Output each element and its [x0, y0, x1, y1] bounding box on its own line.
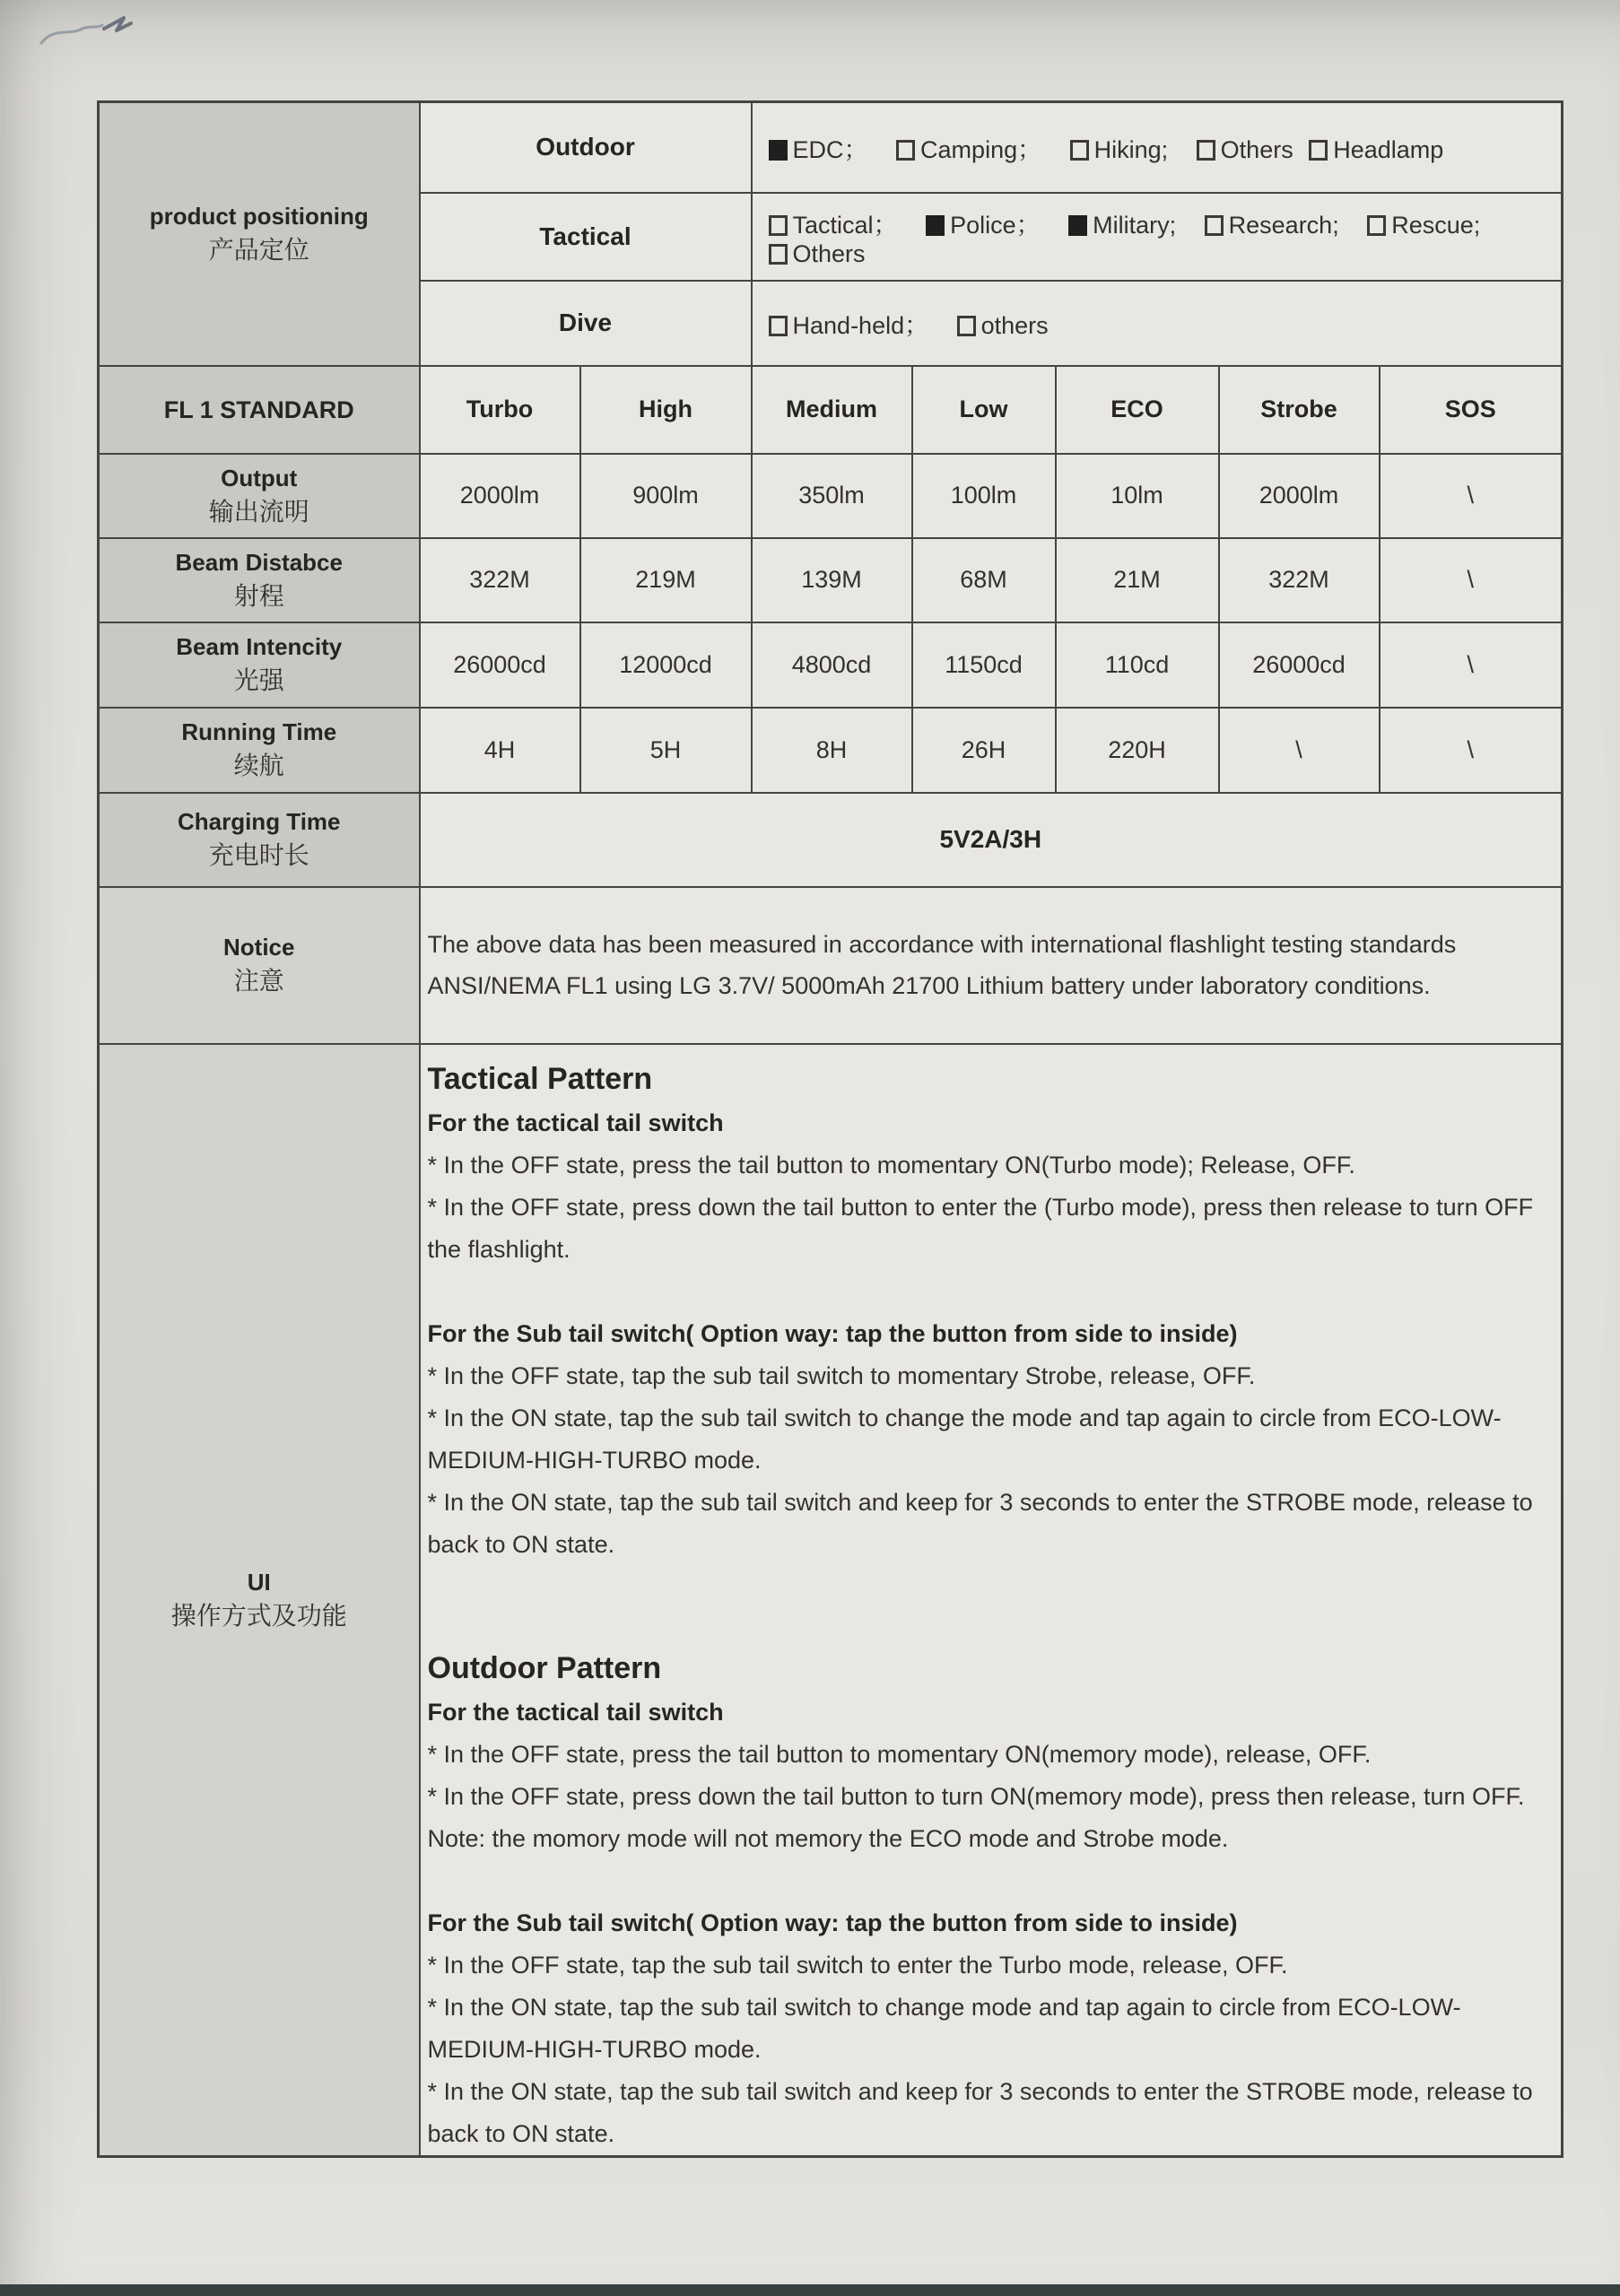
row-beam-distance — [99, 538, 1563, 622]
distance-medium: 139M — [752, 538, 912, 622]
category-tactical: Tactical — [420, 193, 752, 281]
output-high: 900lm — [580, 454, 752, 538]
charging-time-label-cell — [99, 793, 420, 887]
instruction-line: * In the ON state, tap the sub tail switch and keep for 3 seconds to enter the STROBE mode, release to back to ON state. — [427, 1488, 1533, 1558]
checkbox-icon — [1070, 140, 1089, 161]
row-running-time — [99, 708, 1563, 793]
option-handheld — [769, 306, 929, 341]
checkbox-icon — [769, 215, 788, 236]
row-notice — [99, 887, 1563, 1044]
checkbox-icon — [769, 244, 788, 265]
pen-scribble-mark — [38, 9, 163, 54]
row-beam-intensity — [99, 622, 1563, 708]
option-rescue — [1367, 212, 1480, 239]
instruction-line: * In the OFF state, press the tail button to momentary ON(memory mode), release, OFF. — [427, 1740, 1372, 1768]
output-medium: 350lm — [752, 454, 912, 538]
ui-label-cell — [99, 1044, 420, 2157]
intensity-eco: 110cd — [1056, 622, 1219, 708]
checkbox-label: Others — [792, 239, 866, 267]
beam-intensity-label-cell — [99, 622, 420, 708]
distance-high: 219M — [580, 538, 752, 622]
row-charging-time — [99, 793, 1563, 887]
distance-eco: 21M — [1056, 538, 1219, 622]
checkbox-icon — [1205, 215, 1224, 236]
checkbox-icon — [957, 316, 976, 336]
distance-low: 68M — [912, 538, 1056, 622]
option-headlamp — [1309, 136, 1443, 164]
checkbox-icon — [769, 316, 788, 336]
checkbox-label: Camping； — [920, 135, 1042, 163]
runtime-turbo: 4H — [420, 708, 580, 793]
scan-bottom-edge — [0, 2284, 1620, 2296]
category-dive: Dive — [420, 281, 752, 366]
running-time-label-cell — [99, 708, 420, 793]
instruction-line: * In the OFF state, press the tail button to momentary ON(Turbo mode); Release, OFF. — [427, 1151, 1355, 1178]
fl1-standard-label: FL 1 STANDARD — [163, 396, 354, 423]
checkbox-icon — [1197, 140, 1215, 161]
checkbox-label: Others — [1220, 135, 1293, 163]
category-outdoor: Outdoor — [420, 102, 752, 193]
output-label-cell — [99, 454, 420, 538]
options-tactical — [752, 193, 1563, 281]
tactical-tail-switch-subheading: For the tactical tail switch — [427, 1698, 724, 1726]
mode-low: Low — [912, 366, 1056, 454]
runtime-strobe: \ — [1219, 708, 1380, 793]
fl1-standard-cell — [99, 366, 420, 454]
output-turbo: 2000lm — [420, 454, 580, 538]
checkbox-icon — [896, 140, 915, 161]
checkbox-icon — [1367, 215, 1386, 236]
checkbox-label: others — [980, 311, 1049, 339]
row-output — [99, 454, 1563, 538]
options-outdoor — [752, 102, 1563, 193]
intensity-sos: \ — [1380, 622, 1563, 708]
option-others3 — [957, 312, 1049, 340]
checkbox-label: Hand-held； — [792, 311, 929, 339]
tactical-pattern-heading: Tactical Pattern — [427, 1061, 653, 1096]
beam-intensity-label-en: Beam Intencity — [176, 633, 343, 660]
output-label-cn: 输出流明 — [208, 497, 309, 526]
notice-text: The above data has been measured in accordance with international flashlight testing standards ANSI/NEMA FL1 using LG 3.7V/ 5000mAh 21700 Lithium battery under laboratory conditions. — [420, 887, 1563, 1044]
checkbox-label: Police； — [950, 211, 1041, 239]
runtime-medium: 8H — [752, 708, 912, 793]
runtime-sos: \ — [1380, 708, 1563, 793]
sub-tail-switch-subheading: For the Sub tail switch( Option way: tap the button from side to inside) — [427, 1319, 1238, 1347]
mode-sos: SOS — [1380, 366, 1563, 454]
product-positioning-label-cell — [99, 102, 420, 366]
checkbox-label: Tactical； — [792, 211, 898, 239]
sub-tail-switch-subheading: For the Sub tail switch( Option way: tap the button from side to inside) — [427, 1909, 1238, 1936]
row-fl1-header — [99, 366, 1563, 454]
checkbox-label: Headlamp — [1333, 135, 1444, 163]
option-edc — [769, 130, 868, 165]
output-eco: 10lm — [1056, 454, 1219, 538]
instruction-line: * In the OFF state, press down the tail button to enter the (Turbo mode), press then release to turn OFF the flashlight. — [427, 1193, 1534, 1263]
distance-sos: \ — [1380, 538, 1563, 622]
output-strobe: 2000lm — [1219, 454, 1380, 538]
distance-strobe: 322M — [1219, 538, 1380, 622]
option-military — [1068, 212, 1176, 239]
checkbox-label: Rescue; — [1391, 211, 1481, 239]
checkbox-label: Research; — [1228, 211, 1339, 239]
beam-distance-label-en: Beam Distabce — [175, 548, 343, 576]
row-ui — [99, 1044, 1563, 2157]
row-outdoor — [99, 102, 1563, 193]
running-time-label-cn: 续航 — [233, 752, 284, 779]
checkbox-icon — [926, 215, 945, 236]
checkbox-icon — [769, 140, 788, 161]
charging-time-value: 5V2A/3H — [420, 793, 1563, 887]
checkbox-icon — [1068, 215, 1087, 236]
mode-high: High — [580, 366, 752, 454]
option-police — [926, 205, 1041, 240]
checkbox-label: EDC； — [792, 135, 868, 163]
instruction-note: Note: the momory mode will not memory the ECO mode and Strobe mode. — [427, 1824, 1229, 1852]
instruction-line: * In the OFF state, tap the sub tail switch to momentary Strobe, release, OFF. — [427, 1361, 1256, 1389]
instruction-line: * In the ON state, tap the sub tail switch to change mode and tap again to circle from ECO-LOW-MEDIUM-HIGH-TURBO mode. — [427, 1993, 1461, 2063]
intensity-high: 12000cd — [580, 622, 752, 708]
tactical-tail-switch-subheading: For the tactical tail switch — [427, 1109, 724, 1136]
mode-medium: Medium — [752, 366, 912, 454]
ui-label-cn: 操作方式及功能 — [170, 1601, 347, 1630]
checkbox-icon — [1309, 140, 1328, 161]
instruction-line: * In the ON state, tap the sub tail switch to change the mode and tap again to circle from ECO-LOW-MEDIUM-HIGH-TURBO mode. — [427, 1404, 1502, 1474]
output-label-en: Output — [221, 464, 298, 491]
intensity-low: 1150cd — [912, 622, 1056, 708]
instruction-line: * In the OFF state, tap the sub tail switch to enter the Turbo mode, release, OFF. — [427, 1951, 1288, 1979]
beam-distance-label-cell — [99, 538, 420, 622]
option-others2 — [769, 240, 866, 268]
option-tactical — [769, 205, 898, 240]
option-camping — [896, 130, 1041, 165]
beam-intensity-label-cn: 光强 — [233, 666, 284, 694]
option-hiking — [1070, 136, 1169, 164]
options-dive — [752, 281, 1563, 366]
charging-time-label-cn: 充电时长 — [208, 841, 309, 869]
product-positioning-cn: 产品定位 — [208, 235, 309, 264]
ui-instructions — [420, 1044, 1563, 2157]
mode-eco: ECO — [1056, 366, 1219, 454]
output-sos: \ — [1380, 454, 1563, 538]
mode-strobe: Strobe — [1219, 366, 1380, 454]
outdoor-pattern-heading: Outdoor Pattern — [427, 1650, 662, 1685]
running-time-label-en: Running Time — [181, 718, 337, 745]
intensity-strobe: 26000cd — [1219, 622, 1380, 708]
option-others — [1197, 136, 1293, 164]
product-positioning-en: product positioning — [149, 202, 369, 230]
ui-label-en: UI — [247, 1568, 271, 1596]
intensity-medium: 4800cd — [752, 622, 912, 708]
mode-turbo: Turbo — [420, 366, 580, 454]
notice-label-cn: 注意 — [233, 967, 284, 995]
runtime-low: 26H — [912, 708, 1056, 793]
checkbox-label: Military; — [1093, 211, 1177, 239]
option-research — [1205, 212, 1339, 239]
intensity-turbo: 26000cd — [420, 622, 580, 708]
beam-distance-label-cn: 射程 — [233, 581, 284, 610]
output-low: 100lm — [912, 454, 1056, 538]
notice-label-en: Notice — [223, 934, 295, 961]
checkbox-label: Hiking; — [1093, 135, 1169, 163]
notice-label-cell — [99, 887, 420, 1044]
runtime-eco: 220H — [1056, 708, 1219, 793]
spec-sheet-table — [97, 100, 1563, 2158]
distance-turbo: 322M — [420, 538, 580, 622]
runtime-high: 5H — [580, 708, 752, 793]
charging-time-label-en: Charging Time — [177, 808, 341, 835]
instruction-line: * In the ON state, tap the sub tail switch and keep for 3 seconds to enter the STROBE mode, release to back to ON state. — [427, 2077, 1533, 2147]
instruction-line: * In the OFF state, press down the tail button to turn ON(memory mode), press then release, turn OFF. — [427, 1782, 1525, 1810]
